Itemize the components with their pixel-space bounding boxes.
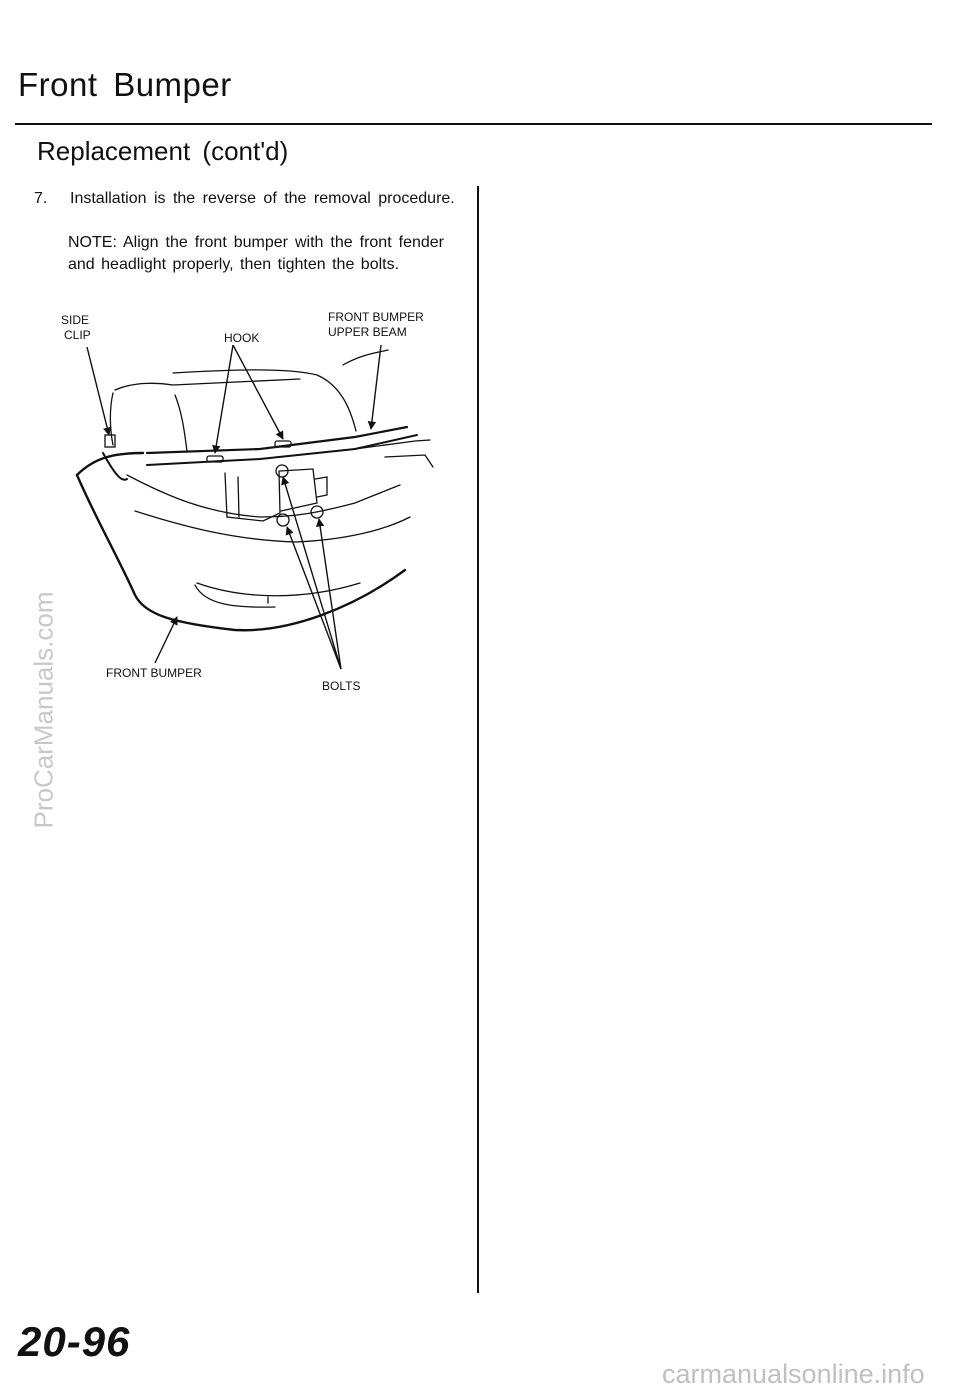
leader-bolt-lower-right <box>319 519 341 669</box>
hood-top-line <box>115 379 300 390</box>
label-hook: HOOK <box>224 331 260 345</box>
page-number: 20-96 <box>18 1318 131 1365</box>
page-title: Front Bumper <box>18 66 232 103</box>
leader-upper-beam <box>371 345 381 429</box>
center-bracket-inner <box>238 477 239 517</box>
label-bolts: BOLTS <box>322 679 361 693</box>
title-rule <box>15 123 932 125</box>
fender-line <box>110 393 113 445</box>
label-side-clip: SIDE CLIP <box>61 313 91 342</box>
bumper-lower-crease <box>197 583 360 596</box>
bottom-watermark: carmanualsonline.info <box>662 1359 925 1389</box>
hood-line <box>173 370 356 431</box>
leader-hook-right <box>233 345 283 439</box>
bumper-mid-crease <box>135 511 410 542</box>
tab <box>315 477 327 497</box>
leader-side-clip <box>87 347 109 435</box>
bumper-upper-crease <box>127 475 400 517</box>
leader-hook-left <box>215 345 233 453</box>
label-front-bumper: FRONT BUMPER <box>106 666 202 680</box>
leader-bolt-lower-left <box>287 527 341 669</box>
step-text: Installation is the reverse of the removal procedure. <box>70 190 455 207</box>
step-7 <box>34 190 455 208</box>
headlight-edge <box>175 395 187 451</box>
body-line-upper <box>343 350 388 365</box>
column-divider <box>477 186 479 1293</box>
side-bracket <box>385 455 433 467</box>
step-number: 7. <box>34 190 48 207</box>
step-note: NOTE: Align the front bumper with the front fender and headlight properly, then tighten the bolts. <box>68 234 444 273</box>
side-watermark: ProCarManuals.com <box>28 591 59 829</box>
leader-bolt-upper <box>283 477 341 669</box>
section-subtitle: Replacement (cont'd) <box>37 136 289 166</box>
bumper-diagram <box>55 345 440 690</box>
label-upper-beam: FRONT BUMPER UPPER BEAM <box>328 310 424 339</box>
leader-front-bumper <box>155 617 177 663</box>
